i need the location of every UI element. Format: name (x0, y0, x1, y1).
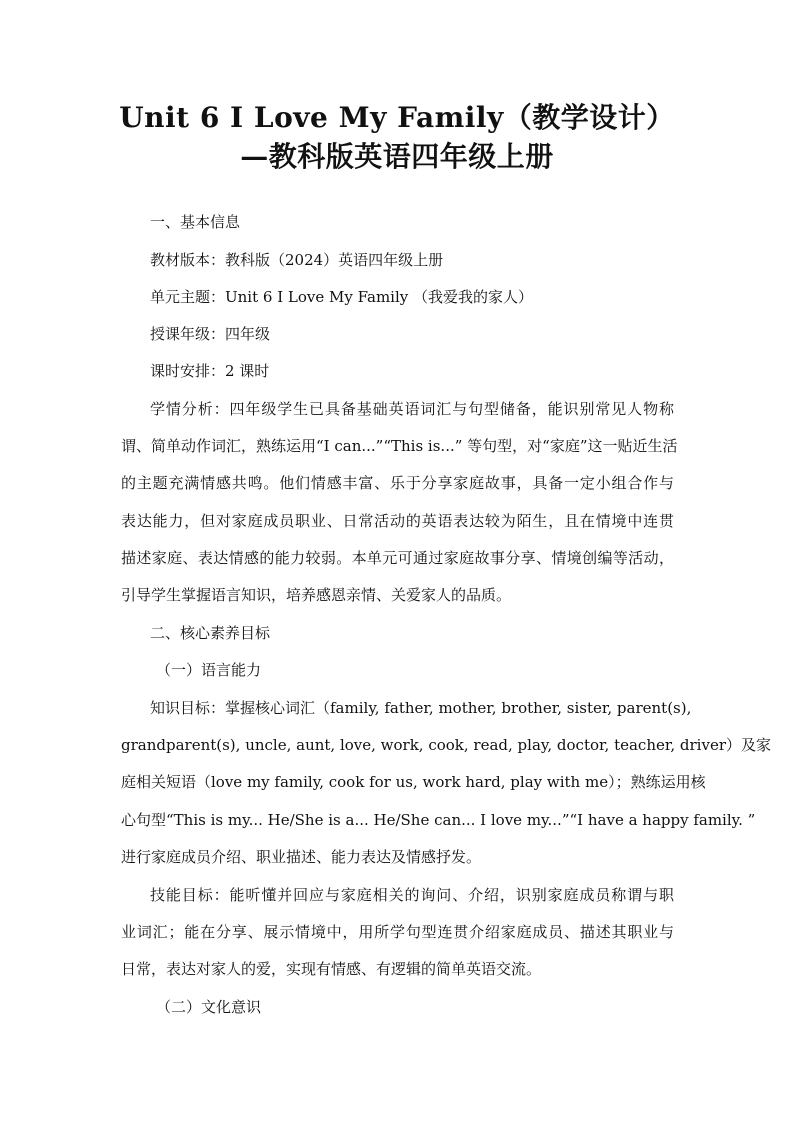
analysis-line: 学情分析：四年级学生已具备基础英语词汇与句型储备，能识别常见人物称 (150, 400, 674, 418)
document-title-line1: Unit 6 I Love My Family（教学设计） (119, 101, 675, 134)
skill-goal-line: 技能目标：能听懂并回应与家庭相关的询问、介绍，识别家庭成员称谓与职 (150, 886, 674, 904)
analysis-line: 引导学生掌握语言知识，培养感恩亲情、关爱家人的品质。 (121, 586, 512, 604)
document-title-line2: —教科版英语四年级上册 (240, 140, 554, 173)
class-periods: 课时安排：2 课时 (150, 362, 270, 380)
analysis-line: 的主题充满情感共鸣。他们情感丰富、乐于分享家庭故事，具备一定小组合作与 (121, 474, 674, 492)
knowledge-goal-line: 知识目标：掌握核心词汇（family, father, mother, brother, sister, parent(s), (150, 699, 692, 717)
knowledge-goal-line: 进行家庭成员介绍、职业描述、能力表达及情感抒发。 (121, 848, 482, 866)
knowledge-goal-line: 庭相关短语（love my family, cook for us, work hard, play with me）；熟练运用核 (121, 773, 706, 791)
skill-goal-line: 日常，表达对家人的爱，实现有情感、有逻辑的简单英语交流。 (121, 960, 542, 978)
section-heading-core-goals: 二、核心素养目标 (150, 624, 271, 642)
unit-theme: 单元主题：Unit 6 I Love My Family （我爱我的家人） (150, 288, 534, 306)
section-heading-basic-info: 一、基本信息 (150, 213, 241, 231)
subheading-cultural-awareness: （二）文化意识 (156, 998, 262, 1016)
grade-level: 授课年级：四年级 (150, 325, 271, 343)
analysis-line: 描述家庭、表达情感的能力较弱。本单元可通过家庭故事分享、情境创编等活动， (121, 549, 674, 567)
knowledge-goal-line: grandparent(s), uncle, aunt, love, work, cook, read, play, doctor, teacher, driver）及家 (121, 736, 772, 754)
subheading-language-ability: （一）语言能力 (156, 661, 262, 679)
analysis-line: 谓、简单动作词汇，熟练运用“I can...”“This is...” 等句型，对“家庭”这一贴近生活 (121, 437, 678, 455)
knowledge-goal-line: 心句型“This is my... He/She is a... He/She can... I love my...”“I have a happy family. ” (121, 811, 756, 829)
analysis-line: 表达能力，但对家庭成员职业、日常活动的英语表达较为陌生，且在情境中连贯 (121, 512, 674, 530)
textbook-version: 教材版本：教科版（2024）英语四年级上册 (150, 251, 444, 269)
skill-goal-line: 业词汇；能在分享、展示情境中，用所学句型连贯介绍家庭成员、描述其职业与 (121, 923, 674, 941)
